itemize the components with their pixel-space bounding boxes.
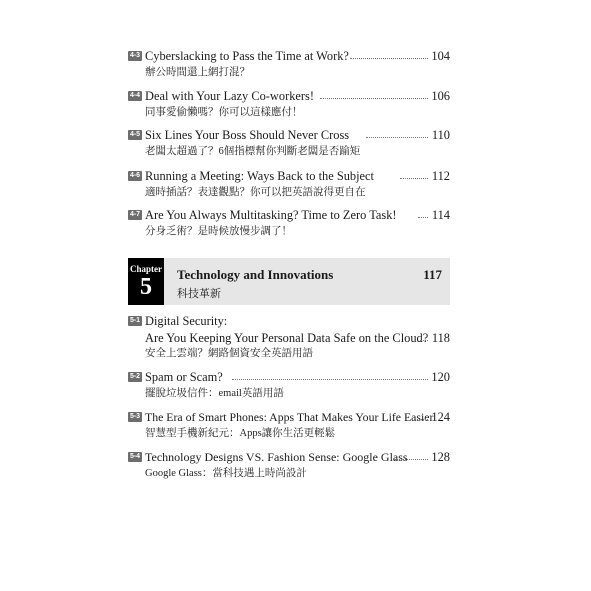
entry-subtitle: 擺脫垃圾信件：email英語用語	[145, 388, 284, 399]
entry-subtitle: Google Glass：當科技遇上時尚設計	[145, 468, 307, 479]
entry-title: Digital Security:	[145, 314, 228, 328]
toc-entry[interactable]	[128, 48, 450, 78]
entry-subtitle: 智慧型手機新紀元：Apps讓你生活更輕鬆	[145, 428, 336, 439]
section-number-badge: 5-3	[129, 413, 141, 420]
section-number-badge: 4-5	[129, 131, 141, 138]
section-number-badge: 4-7	[129, 211, 141, 218]
entry-subtitle: 老闆太超過了？6個指標幫你判斷老闆是否踰矩	[145, 146, 361, 157]
entry-subtitle: 分身乏術？是時候放慢步調了！	[145, 226, 292, 237]
toc-entry[interactable]	[128, 369, 450, 399]
page-number: 128	[431, 450, 450, 464]
entry-title: Running a Meeting: Ways Back to the Subject	[145, 169, 374, 183]
page-number: 110	[431, 128, 450, 142]
toc-entry[interactable]	[128, 313, 450, 359]
toc-entry[interactable]	[128, 207, 450, 237]
entry-title: Spam or Scam?	[145, 370, 223, 384]
entry-title: Six Lines Your Boss Should Never Cross	[145, 128, 350, 142]
dot-leader	[400, 178, 428, 179]
entry-title: Are You Always Multitasking? Time to Zero Task!	[145, 208, 397, 222]
chapter-number: 5	[140, 274, 152, 300]
chapter-word: Chapter	[130, 264, 162, 274]
entry-title-line2: Are You Keeping Your Personal Data Safe on the Cloud?	[145, 331, 429, 345]
dot-leader	[320, 98, 428, 99]
entry-title: Cyberslacking to Pass the Time at Work?	[145, 49, 349, 63]
page-number: 124	[431, 410, 450, 424]
chapter-page-number: 117	[423, 267, 442, 282]
dot-leader	[420, 340, 428, 341]
chapter-subtitle: 科技革新	[177, 288, 221, 300]
section-number-badge: 5-1	[129, 317, 141, 324]
dot-leader	[394, 459, 428, 460]
entry-subtitle: 適時插話？表達觀點？你可以把英語說得更自在	[145, 187, 366, 198]
section-number-badge: 4-4	[129, 92, 141, 99]
chapter-number-box	[128, 258, 164, 305]
section-number-badge: 4-3	[129, 52, 141, 59]
page-number: 112	[431, 169, 450, 183]
section-number-badge: 4-6	[129, 172, 141, 179]
section-number-badge: 5-2	[129, 373, 141, 380]
page-number: 118	[431, 331, 450, 345]
toc-entry[interactable]	[128, 127, 450, 157]
chapter-title: Technology and Innovations	[177, 267, 334, 282]
dot-leader	[414, 419, 428, 420]
page-number: 114	[431, 208, 450, 222]
toc-entry[interactable]	[128, 449, 450, 479]
entry-title: Technology Designs VS. Fashion Sense: Google Glass	[145, 450, 408, 464]
section-number-badge: 5-4	[129, 453, 141, 460]
chapter-header[interactable]	[128, 258, 450, 305]
toc-entry[interactable]	[128, 168, 450, 198]
dot-leader	[366, 137, 428, 138]
toc-entry[interactable]	[128, 409, 450, 439]
toc-entry[interactable]	[128, 88, 450, 118]
entry-subtitle: 安全上雲端？網路個資安全英語用語	[145, 348, 313, 359]
entry-title: The Era of Smart Phones: Apps That Makes Your Life Easier	[145, 410, 434, 424]
page-number: 106	[431, 89, 450, 103]
dot-leader	[232, 379, 428, 380]
entry-subtitle: 同事愛偷懶嗎？你可以這樣應付！	[145, 107, 303, 118]
entry-subtitle: 辦公時間還上網打混？	[145, 67, 250, 78]
entry-title: Deal with Your Lazy Co-workers!	[145, 89, 314, 103]
page-number: 120	[431, 370, 450, 384]
page-number: 104	[431, 49, 450, 63]
dot-leader	[350, 58, 428, 59]
dot-leader	[418, 217, 428, 218]
